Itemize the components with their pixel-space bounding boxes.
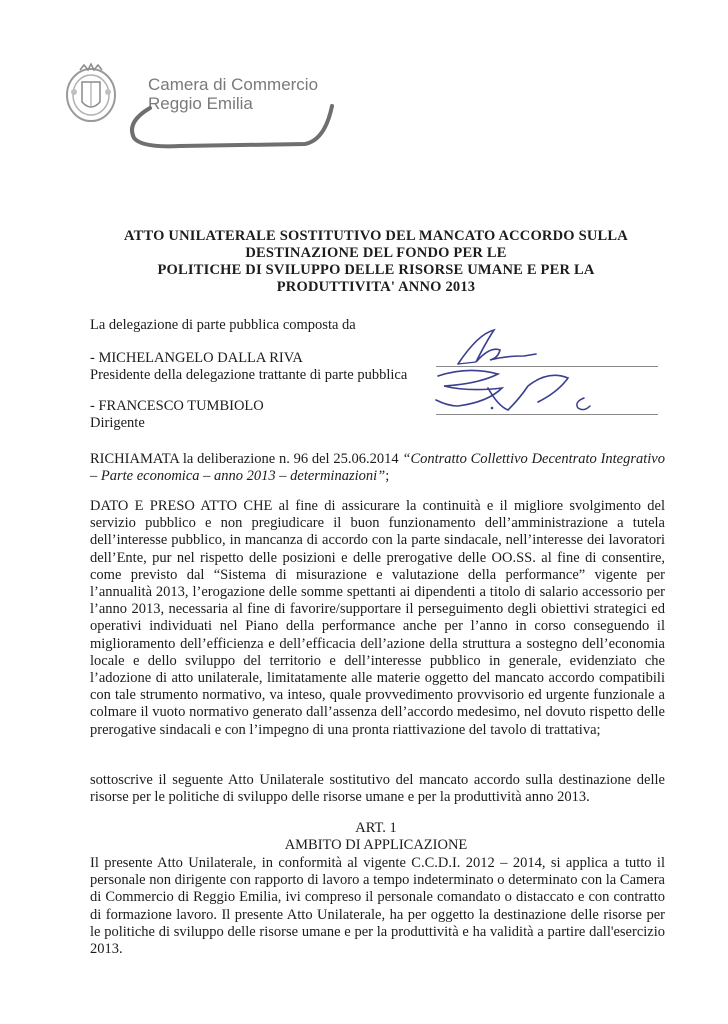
- member-role: Presidente della delegazione trattante di parte pubblica: [90, 367, 408, 383]
- dato-preso-atto-paragraph: DATO E PRESO ATTO CHE al fine di assicurare la continuità e il migliore svolgimento del servizio pubblico e non pregiudicare il buon funzionamento dell’amministrazione a tutela dell’interesse pubblico, in mancanza di accordo con la parte sindacale, nell’interesse dei lavoratori dell’Ente, pur nel rispetto delle posizioni e delle prerogative delle OO.SS. al fine di consentire, come previsto dal “Sistema di misurazione e valutazione della performance” vigente per l’annualità 2013, l’erogazione delle somme spettanti ai dipendenti a titolo di salario accessorio per l’anno 2013, necessaria al fine di favorire/supportare il perseguimento degli obiettivi strategici ed operativi individuati nel Piano della performance anche per l’anno in corso conseguendo il miglioramento dell’efficienza e dell’efficacia dell’azione della struttura a sostegno dell’economia locale e dello sviluppo del territorio e dell’interesse pubblico in generale, evidenziato che l’adozione di atto unilaterale, limitatamente alle materie oggetto del mancato accordo compatibili con tale strumento normativo, va inteso, quale provvedimento provvisorio ed urgente funzionale a colmare il vuoto normativo generato dall’assenza dell’accordo medesimo, nel dovuto rispetto delle prerogative sindacali e con l’impegno di una pronta riattivazione del tavolo di trattativa;: [90, 498, 665, 738]
- handwritten-signatures: [428, 326, 628, 418]
- coat-of-arms-icon: [62, 62, 120, 124]
- org-name-line2: Reggio Emilia: [148, 94, 253, 113]
- title-line: ATTO UNILATERALE SOSTITUTIVO DEL MANCATO ACCORDO SULLA: [124, 228, 628, 244]
- member-name: - MICHELANGELO DALLA RIVA: [90, 350, 303, 366]
- member-role: Dirigente: [90, 415, 145, 431]
- title-line: DESTINAZIONE DEL FONDO PER LE: [245, 245, 507, 261]
- sottoscrive-paragraph: sottoscrive il seguente Atto Unilaterale sostitutivo del mancato accordo sulla destinazione delle risorse per le politiche di sviluppo delle risorse umane e per la produttività anno 2013.: [90, 772, 665, 806]
- member-name: - FRANCESCO TUMBIOLO: [90, 398, 264, 414]
- title-line: PRODUTTIVITA' ANNO 2013: [276, 279, 476, 295]
- delegation-intro: La delegazione di parte pubblica composta da: [90, 317, 356, 333]
- richiamata-text: RICHIAMATA la deliberazione n. 96 del 25.06.2014: [90, 451, 403, 467]
- title-line: POLITICHE DI SVILUPPO DELLE RISORSE UMANE E PER LA: [157, 262, 595, 278]
- document-title: [90, 228, 662, 296]
- richiamata-paragraph: [90, 451, 665, 485]
- article-body: Il presente Atto Unilaterale, in conformità al vigente C.C.D.I. 2012 – 2014, si applica a tutto il personale non dirigente con rapporto di lavoro a tempo indeterminato o determinato con la Camera di Commercio di Reggio Emilia, ivi compreso il personale comandato o distaccato e con contratto di formazione lavoro. Il presente Atto Unilaterale, ha per oggetto la destinazione delle risorse per le politiche di sviluppo delle risorse umane e per la produttività e ha validità a partire dall'esercizio 2013.: [90, 855, 665, 958]
- article-heading: AMBITO DI APPLICAZIONE: [284, 837, 468, 853]
- richiamata-quote: “Contratto Collettivo Decentrato Integrativo – Parte economica – anno 2013 – determinazioni”: [90, 451, 665, 485]
- article-number: ART. 1: [355, 820, 397, 836]
- logo-swoosh-icon: [120, 100, 340, 152]
- org-name-line1: Camera di Commercio: [148, 75, 319, 94]
- richiamata-suffix: ;: [385, 468, 390, 485]
